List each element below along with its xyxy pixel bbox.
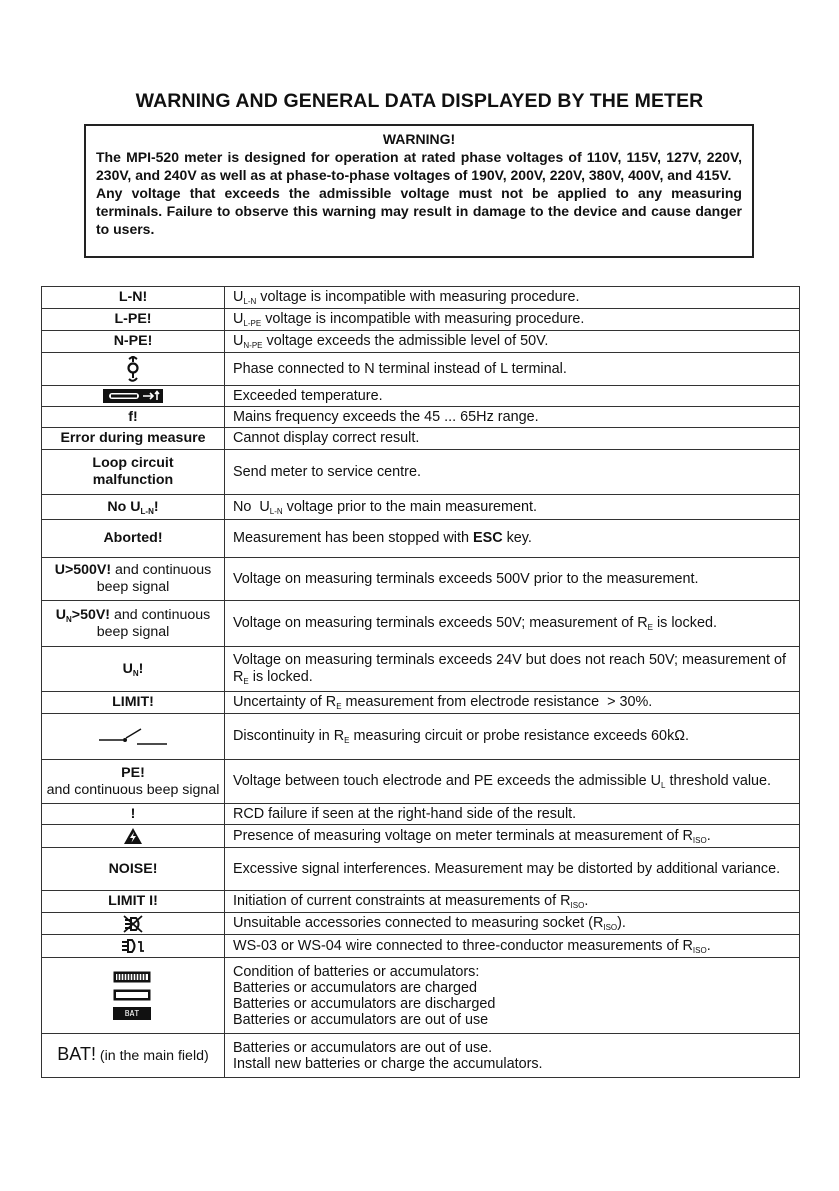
table-row xyxy=(42,913,800,935)
message-description: voltage exceeds the admissible level of 50V. xyxy=(262,333,549,349)
table-row xyxy=(42,825,800,848)
message-code: Error during measure xyxy=(60,430,206,446)
message-code: f! xyxy=(128,408,138,425)
message-code: ! xyxy=(130,805,136,822)
battery-out-icon: BAT xyxy=(113,1007,151,1020)
message-description: Uncertainty of $R_E$ measurement from electrode resistance > 30%. xyxy=(225,692,800,714)
page-title: WARNING AND GENERAL DATA DISPLAYED BY THE METER xyxy=(135,90,704,112)
table-row: PE! and continuous beep signal Voltage between touch electrode and PE exceeds the admissible $U_L$ threshold value. xyxy=(42,760,800,804)
message-description: Unsuitable accessories connected to measuring socket $(R_{ISO})$. xyxy=(225,913,800,935)
message-code: LIMIT! xyxy=(112,694,154,710)
message-description: Cannot display correct result. xyxy=(225,428,800,450)
messages-table xyxy=(41,286,800,1078)
table-row: $U_N>50V$! and continuous beep signal Voltage on measuring terminals exceeds 50V; measurement of $R_E$ is locked. xyxy=(42,601,800,647)
message-code: Aborted! xyxy=(103,530,163,546)
message-code: $U_N$! xyxy=(122,660,144,678)
message-description: Batteries or accumulators are out of use. Install new batteries or charge the accumulators. xyxy=(225,1034,800,1078)
message-description: Phase connected to N terminal instead of L terminal. xyxy=(225,353,800,386)
message-description: Voltage on measuring terminals exceeds 24V but does not reach 50V; measurement of $R_E$ is locked. xyxy=(225,647,800,692)
table-row: BAT! (in the main field) Batteries or accumulators are out of use. Install new batteries or charge the accumulators. xyxy=(42,1034,800,1078)
high-voltage-warning-icon xyxy=(123,827,143,845)
table-row xyxy=(42,692,800,714)
battery-full-icon xyxy=(113,971,151,983)
message-code: L-PE! xyxy=(114,311,152,327)
message-description: Exceeded temperature. xyxy=(225,386,800,407)
table-row xyxy=(42,450,800,495)
table-row xyxy=(42,891,800,913)
message-description: Voltage between touch electrode and PE exceeds the admissible $U_L$ threshold value. xyxy=(225,760,800,804)
message-description: Excessive signal interferences. Measurement may be distorted by additional variance. xyxy=(225,848,800,891)
message-description: Measurement has been stopped with ESC key. xyxy=(225,520,800,558)
table-row: L-N! $U_{L-N}$ voltage is incompatible with measuring procedure. xyxy=(42,287,800,309)
warning-paragraph-2: Any voltage that exceeds the admissible voltage must not be applied to any measuring terminals. Failure to observe this warning may result in damage to the device and cause danger to users. xyxy=(96,185,742,237)
table-row xyxy=(42,520,800,558)
message-code: PE! xyxy=(121,764,145,781)
table-row xyxy=(42,647,800,692)
table-row xyxy=(42,386,800,407)
battery-icons xyxy=(113,971,153,1020)
message-code: Loop circuit malfunction xyxy=(92,455,174,488)
message-description: RCD failure if seen at the right-hand side of the result. xyxy=(225,804,800,825)
message-code: No $U_{L-N}$! xyxy=(107,498,159,516)
table-row xyxy=(42,848,800,891)
message-code: L-N! xyxy=(118,289,148,305)
warning-heading: WARNING! xyxy=(382,131,456,147)
warning-paragraph-1: The MPI-520 meter is designed for operation at rated phase voltages of 110V, 115V, 127V, 220V, 230V, and 240V as well as at phase-to-phase voltages of 190V, 200V, 220V, 380V, 400V, and 415V. xyxy=(96,149,742,183)
unsuitable-accessory-icon xyxy=(122,915,144,933)
message-code: NOISE! xyxy=(108,860,158,877)
table-row xyxy=(42,353,800,386)
open-switch-icon xyxy=(97,726,169,748)
battery-empty-icon xyxy=(113,989,151,1001)
warning-box xyxy=(84,124,754,258)
table-row: N-PE! $U_{N-PE}$ voltage exceeds the admissible level of 50V. xyxy=(42,331,800,353)
table-row: L-PE! $U_{L-PE}$ voltage is incompatible with measuring procedure. xyxy=(42,309,800,331)
message-description: voltage is incompatible with measuring procedure. xyxy=(261,311,585,327)
table-row xyxy=(42,958,800,1034)
table-row xyxy=(42,935,800,958)
message-description: Condition of batteries or accumulators: Batteries or accumulators are charged Batteries or accumulators are discharged Batteries or accumulators are out of use xyxy=(225,958,800,1034)
message-code: N-PE! xyxy=(113,333,153,349)
message-description: Send meter to service centre. xyxy=(225,450,800,495)
table-row xyxy=(42,428,800,450)
table-row xyxy=(42,804,800,825)
plug-icon xyxy=(121,938,145,954)
message-description: No $U_{L-N}$ voltage prior to the main measurement. xyxy=(225,495,800,520)
message-description: Presence of measuring voltage on meter terminals at measurement of $R_{ISO}$. xyxy=(225,825,800,848)
phase-reversal-icon xyxy=(125,356,141,382)
message-code: LIMIT I! xyxy=(108,893,158,909)
table-row: U>500V! and continuous beep signal Voltage on measuring terminals exceeds 500V prior to the measurement. xyxy=(42,558,800,601)
message-description: Discontinuity in $R_E$ measuring circuit or probe resistance exceeds 60kΩ. xyxy=(225,714,800,760)
table-row xyxy=(42,407,800,428)
message-code: BAT! xyxy=(57,1044,96,1064)
message-description: voltage is incompatible with measuring procedure. xyxy=(256,289,580,305)
message-code: $U_N>50V$! xyxy=(55,606,111,624)
message-description: Voltage on measuring terminals exceeds 50V; measurement of $R_E$ is locked. xyxy=(225,601,800,647)
temperature-icon xyxy=(103,389,163,403)
message-description: Initiation of current constraints at measurements of $R_{ISO}$. xyxy=(225,891,800,913)
table-row xyxy=(42,714,800,760)
table-row xyxy=(42,495,800,520)
message-code: U>500V! xyxy=(54,562,112,578)
message-description: Voltage on measuring terminals exceeds 500V prior to the measurement. xyxy=(225,558,800,601)
message-description: WS-03 or WS-04 wire connected to three-conductor measurements of $R_{ISO}$. xyxy=(225,935,800,958)
message-description: Mains frequency exceeds the 45 ... 65Hz range. xyxy=(225,407,800,428)
